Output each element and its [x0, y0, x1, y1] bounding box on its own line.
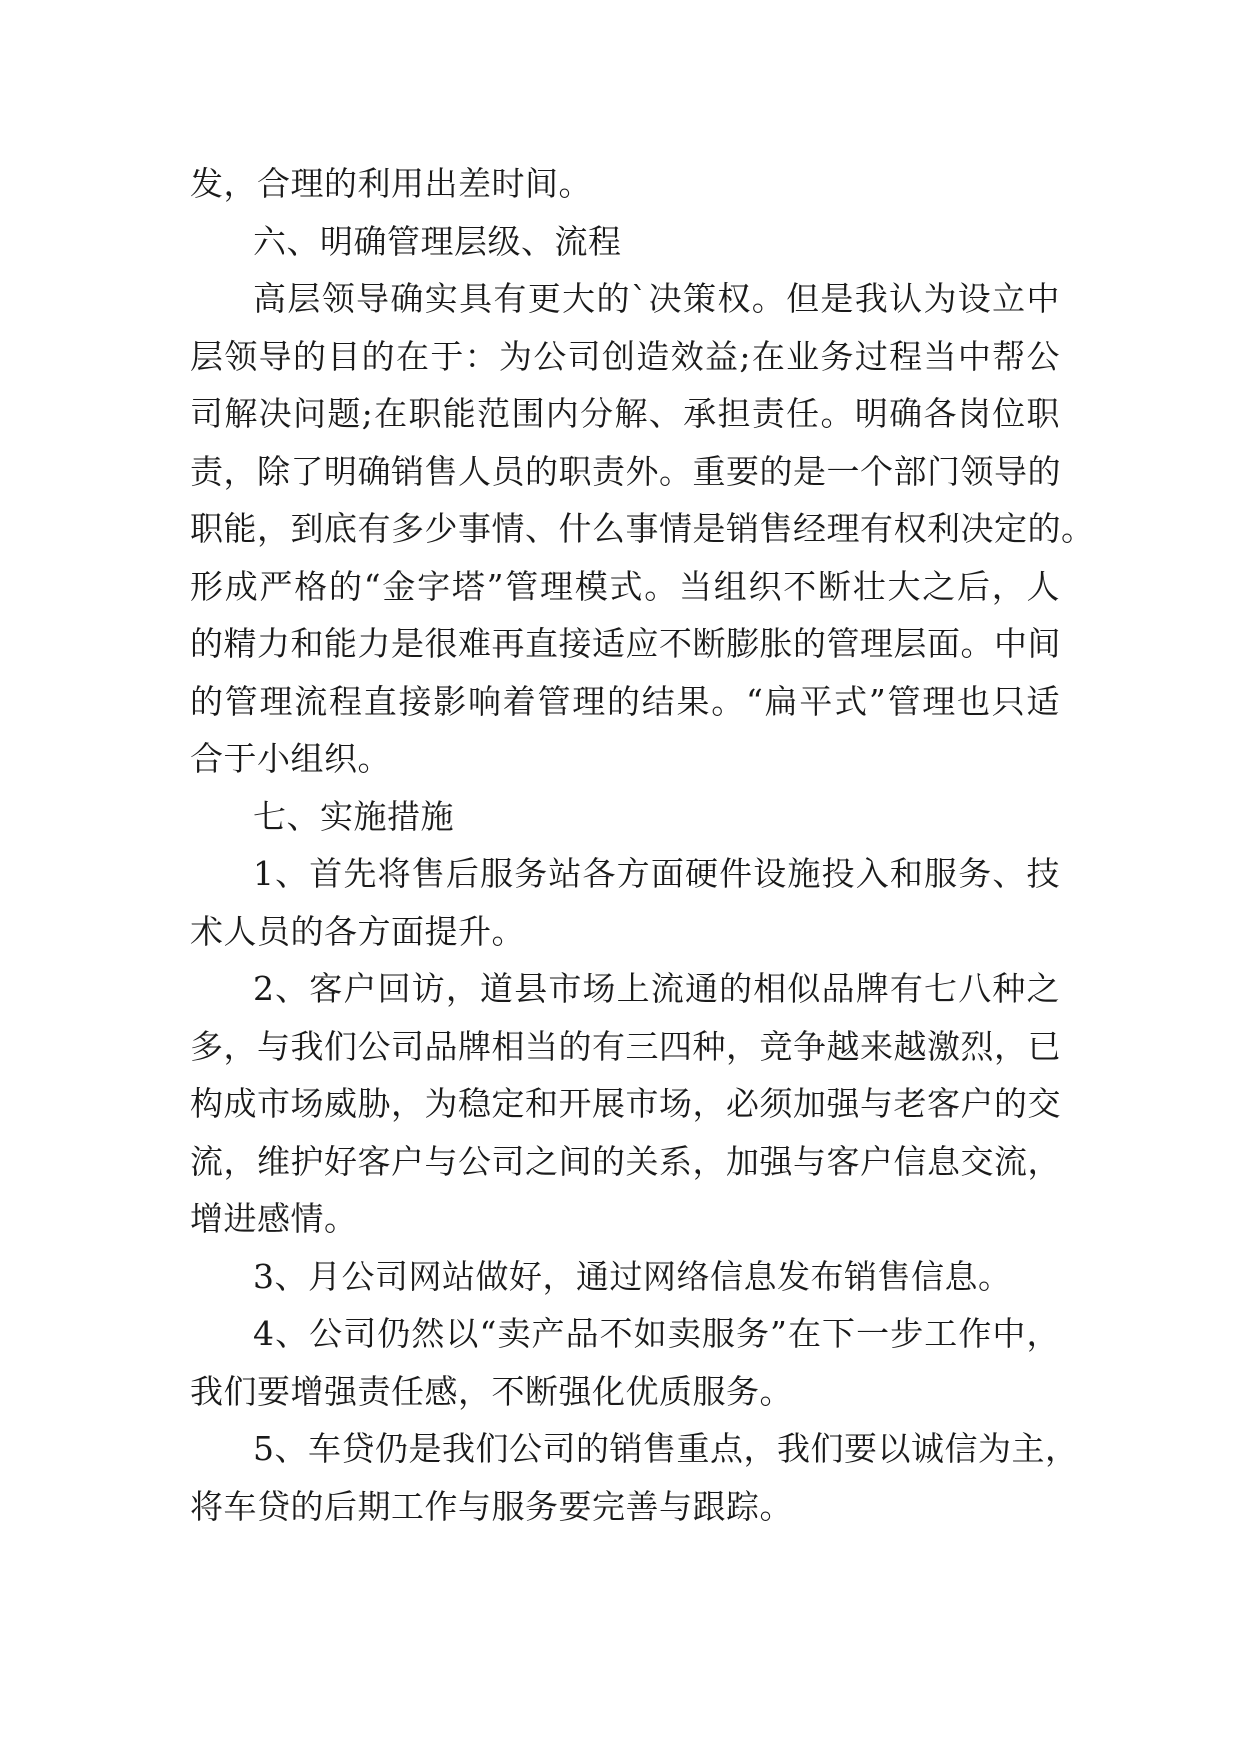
text-line: 多，与我们公司品牌相当的有三四种，竞争越来越激烈，已: [190, 1026, 1061, 1066]
list-item: 2、客户回访，道县市场上流通的相似品牌有七八种之: [253, 969, 1060, 1008]
text-line: 将车贷的后期工作与服务要完善与跟踪。: [190, 1486, 793, 1526]
list-item: 4、公司仍然以“卖产品不如卖服务”在下一步工作中，: [253, 1314, 1060, 1353]
list-item: 1、首先将售后服务站各方面硬件设施投入和服务、技: [253, 854, 1060, 893]
text-line: 术人员的各方面提升。: [190, 911, 525, 951]
text-line: 职能，到底有多少事情、什么事情是销售经理有权利决定的。: [190, 509, 1095, 548]
text-line: 的精力和能力是很难再直接适应不断膨胀的管理层面。中间: [190, 624, 1061, 663]
body-text: [190, 155, 1095, 1535]
text-line: 责，除了明确销售人员的职责外。重要的是一个部门领导的: [190, 451, 1061, 491]
text-line: 高层领导确实具有更大的`决策权。但是我认为设立中: [253, 279, 1060, 318]
text-line: 的管理流程直接影响着管理的结果。“扁平式”管理也只适: [190, 681, 1060, 721]
text-line: 发，合理的利用出差时间。: [190, 164, 592, 203]
text-line: 司解决问题;在职能范围内分解、承担责任。明确各岗位职: [190, 394, 1060, 433]
text-line: 合于小组织。: [190, 739, 391, 778]
text-line: 层领导的目的在于：为公司创造效益;在业务过程当中帮公: [190, 336, 1060, 376]
text-line: 流，维护好客户与公司之间的关系，加强与客户信息交流，: [190, 1141, 1061, 1181]
section-heading: 七、实施措施: [253, 796, 454, 836]
text-line: 增进感情。: [190, 1199, 358, 1238]
list-item: 5、车贷仍是我们公司的销售重点，我们要以诚信为主，: [253, 1429, 1079, 1468]
text-line: 我们要增强责任感，不断强化优质服务。: [190, 1371, 793, 1411]
text-line: 形成严格的“金字塔”管理模式。当组织不断壮大之后，人: [190, 566, 1060, 606]
text-line: 构成市场威胁，为稳定和开展市场，必须加强与老客户的交: [190, 1084, 1061, 1123]
section-heading: 六、明确管理层级、流程: [253, 221, 622, 261]
list-item: 3、月公司网站做好，通过网络信息发布销售信息。: [253, 1256, 1012, 1296]
